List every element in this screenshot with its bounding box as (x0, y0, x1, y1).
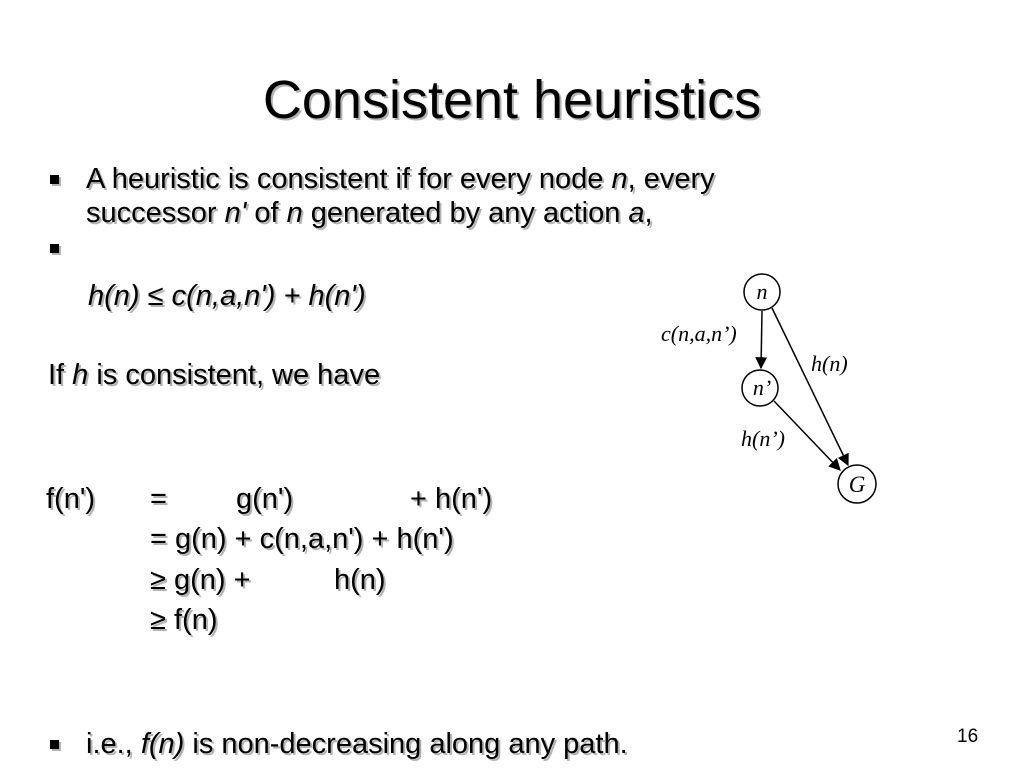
var-h: h (72, 359, 89, 391)
derivation-r2: = g(n) + c(n,a,n') + h(n') (150, 523, 454, 555)
page-number: 16 (957, 726, 979, 747)
derivation-r3-a: ≥ g(n) + (150, 564, 251, 596)
edge-hn-label: h(n) (811, 351, 848, 376)
text-segment: successor (86, 197, 225, 229)
derivation-lhs: f(n') (46, 483, 96, 515)
node-goal (838, 465, 876, 503)
slide-title: Consistent heuristics (262, 70, 762, 130)
edge-cost-label: c(n,a,n’) (661, 321, 737, 346)
text-segment: i.e., (86, 728, 141, 760)
text-segment: of (246, 197, 287, 229)
text-segment: If (48, 359, 73, 391)
derivation-r1-h: + h(n') (410, 483, 493, 515)
node-n-label: n (756, 279, 768, 304)
node-n (744, 274, 780, 310)
derivation-r1-eq: = (150, 483, 167, 515)
node-n-prime-label: n’ (752, 375, 772, 400)
node-n-prime (742, 370, 778, 406)
edge-hnprime-label: h(n’) (741, 426, 785, 451)
text-segment: is consistent, we have (88, 359, 381, 391)
derivation-r3-b: h(n) (334, 564, 386, 596)
derivation-r1-g: g(n') (236, 483, 294, 515)
var-f-n: f(n) (140, 728, 185, 760)
derivation-r4: ≥ f(n) (150, 604, 218, 636)
var-n: n (611, 163, 628, 195)
text-segment: , (644, 197, 653, 229)
text-segment: , every (627, 163, 715, 195)
text-segment: generated by any action (302, 197, 629, 229)
text-segment: is non-decreasing along any path. (184, 728, 628, 760)
edge-n-to-nprime (761, 311, 762, 368)
text-segment: A heuristic is consistent if for every node (86, 163, 612, 195)
var-n: n (286, 197, 303, 229)
node-goal-label: G (848, 472, 866, 497)
var-a: a (628, 197, 645, 229)
consistency-formula: h(n) ≤ c(n,a,n') + h(n') (88, 280, 366, 312)
var-n-prime: n' (224, 197, 247, 229)
